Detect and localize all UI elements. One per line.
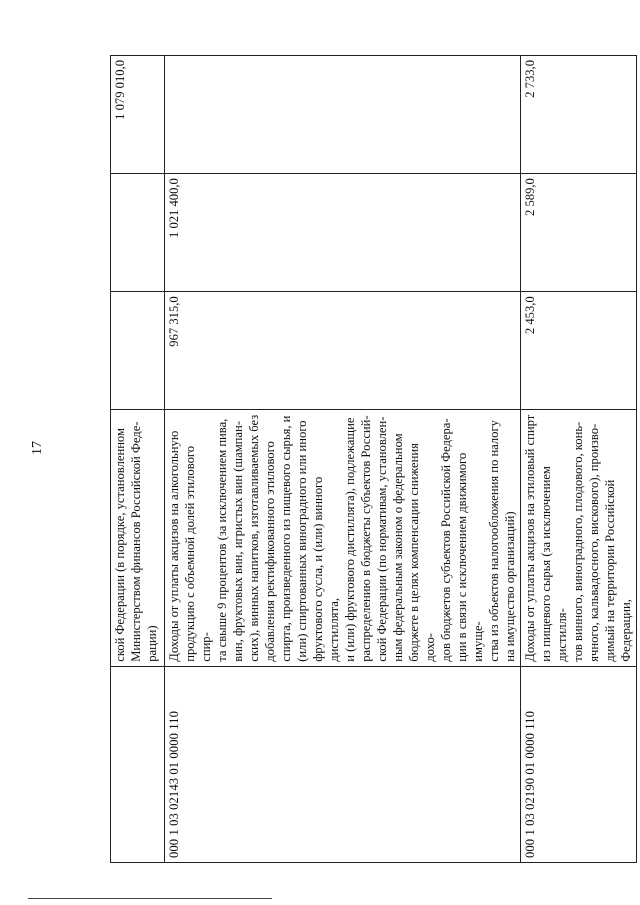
amount-year3-cell: 2 733,0	[521, 56, 637, 174]
rotated-table-frame	[110, 55, 633, 863]
revenue-name-text: Доходы от уплаты акцизов на алкогольную продукцию с объемной долей этилового спир- та свыше 9 процентов (за исключением пива, вин, фруктовых вин, игристых вин (шампан- ских), винных напитков, изготавливаемых без добавления ректификованного этилового спирта, произведенного из пищевого сырья, и (или) спиртованных виноградного или иного фруктового сусла, и (или) винного дистиллята, и (или) фруктового дистиллята), подлежащие распределению в бюджеты субъектов Россий- ской Федерации (по нормативам, установлен- ным федеральным законом о федеральном бюджете в целях компенсации снижения дохо- дов бюджетов субъектов Российской Федера- ции в связи с исключением движимого имуще- ства из объектов налогообложения по налогу на имущество организаций)	[167, 414, 517, 662]
table-row	[111, 56, 165, 863]
revenue-name-cell	[165, 410, 521, 666]
amount-year3-cell	[165, 56, 521, 174]
page-number: 17	[30, 441, 45, 455]
table-row	[521, 56, 637, 863]
amount-year1-cell	[111, 292, 165, 410]
budget-code-cell	[111, 666, 165, 862]
budget-code-cell: 000 1 03 02143 01 0000 110	[165, 666, 521, 862]
amount-year1-cell: 967 315,0	[165, 292, 521, 410]
rotated-table-region	[110, 55, 633, 863]
amount-year2-cell: 2 589,0	[521, 174, 637, 292]
amount-year2-cell	[111, 174, 165, 292]
revenue-name-cell	[111, 410, 165, 666]
amount-year2-cell: 1 021 400,0	[165, 174, 521, 292]
revenue-name-text: ской Федерации (в порядке, установленном Министерством финансов Российской Феде- рации)	[113, 421, 159, 662]
budget-code-cell: 000 1 03 02190 01 0000 110	[521, 666, 637, 862]
revenue-name-cell	[521, 410, 637, 666]
footer-rule	[28, 898, 272, 899]
amount-year3-cell: 1 079 010,0	[111, 56, 165, 174]
revenue-name-text: Доходы от уплаты акцизов на этиловый спирт из пищевого сырья (за исключением дистилля- тов винного, виноградного, плодового, конь- ячного, кальвадосного, вискового), произво- димый на территории Российской Федерации,	[523, 414, 633, 662]
table-row	[165, 56, 521, 863]
amount-year1-cell: 2 453,0	[521, 292, 637, 410]
budget-revenue-table	[110, 55, 637, 863]
